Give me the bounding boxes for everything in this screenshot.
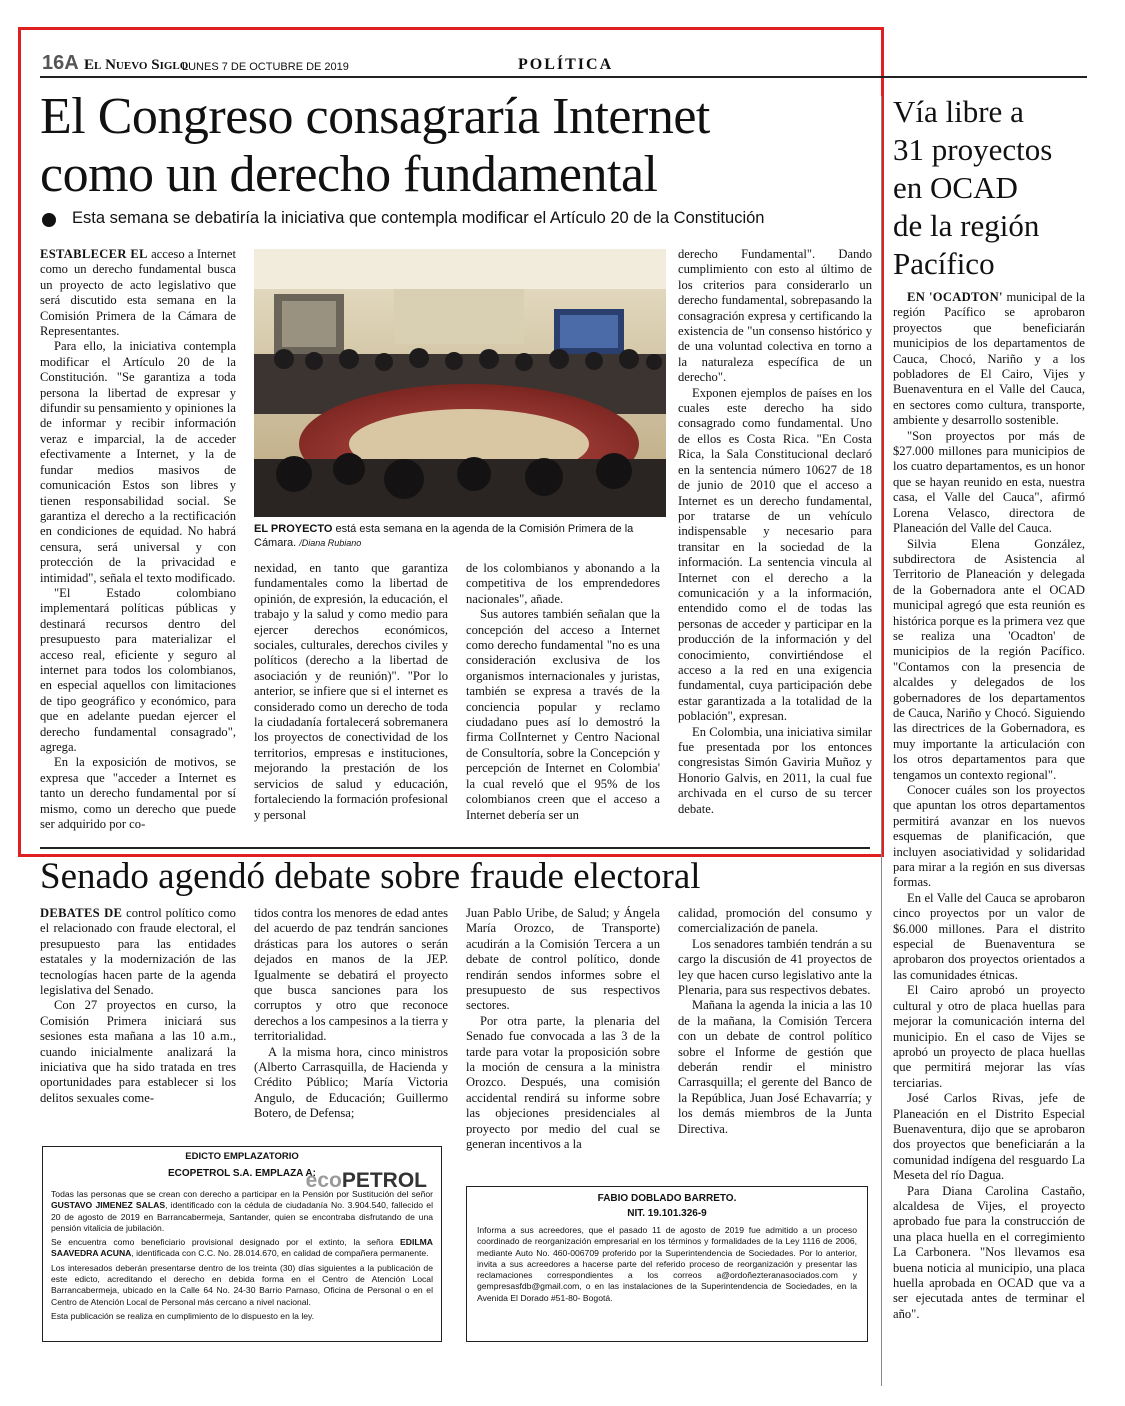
second-article-col3 <box>466 906 660 1153</box>
article-paragraph: Para ello, la iniciativa contempla modificar el Artículo 20 de la Constitución. "Se garantiza a toda persona la libertad de expresar y difundir su pensamiento y opiniones la de informar y recibir información veraz e imparcial, la de acceder efectivamente a Internet, y la de fundar medios masivos de comunicación Estos son libres y tienen responsabilidad social. Se garantiza el derecho a la rectificación en condiciones de equidad. No habrá censura, será universal y con protección de la privacidad e intimidad", señala el texto modificado. <box>40 339 236 585</box>
main-article-col1 <box>40 247 236 832</box>
header-rule <box>40 76 1087 78</box>
article-paragraph: derecho Fundamental". Dando cumplimiento con esto al último de los criterios para considerarlo un derecho fundamental, sobrepasando la consagración expresa y certificando la existencia de "un consenso histórico y de una voluntad colectiva en torno a la naturaleza específica de un derecho". <box>678 247 872 385</box>
article-paragraph: DEBATES DE control político como el relacionado con fraude electoral, el presupuesto para las entidades estatales y la modernización de las tecnologías hacen parte de la agenda legislativa del Senado. <box>40 906 236 998</box>
main-article-col2 <box>254 561 448 823</box>
second-article-col1 <box>40 906 236 1106</box>
sidebar-headline-line: Vía libre a <box>893 94 1024 129</box>
article-paragraph: En la exposición de motivos, se expresa que "acceder a Internet es tanto un derecho fundamental por sí mismo, como un derecho que puede ser adquirido por co- <box>40 755 236 832</box>
sidebar-headline-line: Pacífico <box>893 246 995 281</box>
sidebar-divider <box>881 96 882 1386</box>
lead-word: EN 'OCADTON' <box>907 290 1003 304</box>
article-divider <box>40 847 870 849</box>
ad-paragraph: Los interesados deberán presentarse dentro de los treinta (30) días siguientes a la publicación de este edicto, acreditando el derecho en debida forma en el Centro de Atención Local Barrancabermeja, ubicado en la Calle 64 No. 24-30 Barrio Parnaso, Oficina de Personal o en el Centro de Atención Local de Personal más cercano a nivel nacional. <box>51 1262 433 1307</box>
sidebar-headline-line: en OCAD <box>893 170 1018 205</box>
main-article-col3 <box>466 561 660 823</box>
sidebar-article-body <box>893 290 1085 1322</box>
main-headline-line2: como un derecho fundamental <box>40 146 658 203</box>
article-paragraph: nexidad, en tanto que garantiza fundamentales como la libertad de opinión, de expresión, la educación, el trabajo y la salud y como medio para ejercer derechos económicos, sociales, culturales, derechos civiles y políticos (derecho a la libertad de asociación y de reunión)". "Por lo anterior, se infiere que si el internet es considerado como un derecho de toda la ciudadanía fortalecerá sobremanera los proyectos de conectividad de los territorios, empresas e instituciones, mejorando la prestación de los servicios de salud y educación, fortaleciendo la formación profesional y personal <box>254 561 448 822</box>
ad-nit: NIT. 19.101.326-9 <box>627 1208 707 1219</box>
main-headline <box>40 88 860 204</box>
article-paragraph: de los colombianos y abonando a la competitiva de los emprendedores nacionales", añade. <box>466 561 660 606</box>
issue-date: LUNES 7 DE OCTUBRE DE 2019 <box>182 61 349 73</box>
second-article-col4 <box>678 906 872 1137</box>
caption-lead: EL PROYECTO <box>254 523 333 535</box>
congress-photo <box>254 249 666 517</box>
second-article-col2 <box>254 906 448 1122</box>
masthead: El Nuevo Siglo <box>84 57 189 73</box>
page-number: 16A <box>42 52 79 74</box>
article-paragraph: Los senadores también tendrán a su cargo la discusión de 41 proyectos de ley que hacen curso legislativo ante la Plenaria, para sus respectivos debates. <box>678 936 872 998</box>
article-paragraph: Mañana la agenda la inicia a las 10 de la mañana, la Comisión Tercera con un debate de control político sobre el Informe de gestión que deberán rendir el ministro Carrasquilla; el gerente del Banco de la República, Juan José Echavarría; y los demás miembros de la Junta Directiva. <box>678 998 872 1136</box>
second-headline: Senado agendó debate sobre fraude electoral <box>40 856 701 897</box>
ecopetrol-logo: ecoPETROL <box>305 1169 427 1192</box>
sidebar-headline <box>893 93 1093 283</box>
ad-paragraph: Todas las personas que se crean con derecho a participar en la Pensión por Sustitución del señor GUSTAVO JIMENEZ SALAS, identificado con la cédula de ciudadanía No. 3.904.540, fallecido el 20 de agosto de 2019 en Barrancabermeja, Santander, quien se encontraba disfrutando de una pensión vitalicia de jubilación. <box>51 1189 433 1233</box>
ad-title: EDICTO EMPLAZATORIO <box>185 1151 299 1162</box>
article-paragraph: Por otra parte, la plenaria del Senado fue convocada a las 3 de la tarde para votar la proposición sobre la moción de censura a la ministra Orozco. Después, una comisión accidental rendirá su informe sobre las objeciones presidenciales al proyecto por medio del cual se generan incentivos a la <box>466 1013 660 1152</box>
main-article-col4 <box>678 247 872 817</box>
article-paragraph: Silvia Elena González, subdirectora de Asistencia al Territorio de Planeación y delegada de la Gobernadora ante el OCAD municipal agregó que esta reunión es histórica porque es la primera vez que se realiza una 'Ocadton' de municipios de la región Pacífico. "Contamos con la presencia de alcaldes y delegados de los gobernadores de los departamentos de Cauca, Nariño y Chocó. Siguiendo las directrices de la Gobernadora, es muy importante la articulación con los otros departamentos para que tengamos un contexto regional". <box>893 536 1085 782</box>
article-paragraph: Juan Pablo Uribe, de Salud; y Ángela María Orozco, de Transporte) acudirán a la Comisión Tercera a un debate de control político, donde rendirán sendos informes sobre el presupuesto de sus respectivos sectores. <box>466 906 660 1013</box>
article-paragraph: Para Diana Carolina Castaño, alcaldesa de Vijes, el proyecto aprobado fue para la construcción de una placa huella en el corregimiento La Carbonera. "Nos llevamos esa buena noticia al municipio, una placa huella aprobada en OCAD que va a ser ejecutada antes de terminar el año". <box>893 1183 1085 1321</box>
ad-paragraph: Se encuentra como beneficiario provisional designado por el extinto, la señora EDILMA SAAVEDRA ACUNA, identificada con C.C. No. 28.014.670, en calidad de compañera permanente. <box>51 1237 433 1259</box>
ad-edicto-ecopetrol <box>42 1146 442 1342</box>
ad-company: ECOPETROL S.A. EMPLAZA A: <box>168 1168 316 1179</box>
lead-word: ESTABLECER EL <box>40 247 148 261</box>
article-paragraph: calidad, promoción del consumo y comercialización de panela. <box>678 906 872 936</box>
article-paragraph: Con 27 proyectos en curso, la Comisión Primera iniciará sus sesiones esta mañana a las 10 a.m., cuando inicialmente analizará la iniciativa que ha sido tratada en tres oportunidades para establecer si los delitos sexuales come- <box>40 998 236 1105</box>
ad-paragraph: Esta publicación se realiza en cumplimiento de lo dispuesto en la ley. <box>51 1310 315 1321</box>
photo-credit: /Diana Rubiano <box>299 538 362 548</box>
article-paragraph: "Son proyectos por más de $27.000 millones para municipios de los cuatro departamentos, es un honor que se hayan reunido en esta, nuestra casa, el Valle del Cauca", afirmó Lorena Velasco, directora de Planeación del Valle del Cauca. <box>893 428 1085 536</box>
section-title: POLÍTICA <box>518 56 614 73</box>
article-paragraph: tidos contra los menores de edad antes del acuerdo de paz tendrán sanciones drásticas para los autores o serán dejados en manos de la JEP. Igualmente se debatirá el proyecto que busca sanciones para los corruptos y otro que reconoce derechos a los campesinos a la tierra y territorialidad. <box>254 906 448 1044</box>
article-paragraph: ESTABLECER EL acceso a Internet como un derecho fundamental busca un proyecto de acto legislativo que será discutido esta semana en la Comisión Primera de la Cámara de Representantes. <box>40 247 236 339</box>
photo-caption: EL PROYECTO está esta semana en la agenda de la Comisión Primera de la Cámara. /Diana Rubiano <box>254 523 634 549</box>
ad-paragraph: Informa a sus acreedores, que el pasado 11 de agosto de 2019 fue admitido a un proceso coordinado de reorganización empresarial en los términos y formalidades de la Ley 1116 de 2006, mediante Auto No. 460-006709 proferido por la Superintendencia de Sociedades. Por lo anterior, invita a sus acreedores a hacerse parte del referido proceso de reorganización y presentar las reclamaciones correspondientes a los correos a@ordoñezteranasociados.com y gempresasfdb@gmail.com, o en las instalaciones de la Superintendencia de Sociedades, en la Avenida El Dorado #51-80- Bogotá. <box>477 1225 857 1303</box>
article-paragraph: "El Estado colombiano implementará políticas públicas y destinará recursos dentro del presupuesto para materializar el acceso real, eficiente y seguro al internet para todos los colombianos, en especial aquellos con limitaciones de tipo geográfico y económico, para que en adelante puedan ejercer el derecho fundamental consagrado", agrega. <box>40 585 236 754</box>
bullet-icon <box>42 213 56 227</box>
ad-title: FABIO DOBLADO BARRETO. <box>597 1193 737 1204</box>
article-paragraph: El Cairo aprobó un proyecto cultural y otro de placa huellas para mejorar la comunicación interna del municipio. En el caso de Vijes se aprobó un proyecto de placa huellas que permitirá mejorar las vías terciarias. <box>893 983 1085 1090</box>
article-paragraph: Exponen ejemplos de países en los cuales este derecho ha sido consagrado como fundamental. Uno de ellos es Costa Rica. "En Costa Rica, la Sala Constitucional declaró en la sentencia número 10627 de 18 de junio de 2010 que el acceso a Internet es un derecho fundamental, por tratarse de un vehículo indispensable y necesario para transitar en la sociedad de la información. La sentencia vincula al Internet con el derecho a la comunicación y a la información, entendido como el de todas las personas de acceder y participar en la producción de la información y del conocimiento, convirtiéndose el acceso a la red en una exigencia fundamental, cuya participación debe estar garantizada a la totalidad de la población", expresan. <box>678 385 872 724</box>
lead-word: DEBATES DE <box>40 906 123 920</box>
sidebar-headline-line: de la región <box>893 208 1040 243</box>
main-subheadline: Esta semana se debatiría la iniciativa que contempla modificar el Artículo 20 de la Constitución <box>72 209 765 227</box>
article-paragraph: Conocer cuáles son los proyectos que apuntan los otros departamentos permitirá avanzar en los nuevos esquemas de planificación, que incluyen asociatividad y solidaridad para mirar a la región en sus diversas formas. <box>893 783 1085 890</box>
ad-fabio-doblado <box>466 1186 868 1342</box>
article-paragraph: José Carlos Rivas, jefe de Planeación en el Distrito Especial Buenaventura, dijo que se aprobaron dos proyectos que beneficiarán a la comunidad indígena del resguardo La Meseta del río Dagua. <box>893 1091 1085 1183</box>
article-paragraph: Sus autores también señalan que la concepción del acceso a Internet como derecho fundamental "no es una consideración exclusiva de los organismos internacionales y juristas, también se expresa a través de la conciencia popular y reclamo ciudadano pues así lo demostró la firma ColInternet y Centro Nacional de Consultoría, sobre la Concepción y percepción de Internet en Colombia' la cual reveló que el 95% de los colombianos creen que el acceso a Internet debería ser un <box>466 607 660 822</box>
article-paragraph: EN 'OCADTON' municipal de la región Pacífico se aprobaron proyectos que beneficiarán municipios de los departamentos de Cauca, Chocó, Nariño y a los pobladores de El Cairo, Vijes y Buenaventura en el Valle del Cauca, en sectores como cultura, transporte, ambiente y desarrollo sostenible. <box>893 290 1085 428</box>
main-headline-line1: El Congreso consagraría Internet <box>40 88 710 145</box>
article-paragraph: En Colombia, una iniciativa similar fue presentada por los entonces congresistas Simón Gaviria Muñoz y Honorio Galvis, en 2011, la cual fue archivada en el curso de su tercer debate. <box>678 724 872 816</box>
article-paragraph: A la misma hora, cinco ministros (Alberto Carrasquilla, de Hacienda y Crédito Público; María Victoria Angulo, de Educación; Guillermo Botero, de Defensa; <box>254 1044 448 1121</box>
sidebar-headline-line: 31 proyectos <box>893 132 1053 167</box>
article-paragraph: En el Valle del Cauca se aprobaron cinco proyectos por un valor de $6.000 millones. Para el distrito especial de Buenaventura se aprobaron dos proyectos orientados a las comunidades étnicas. <box>893 890 1085 982</box>
